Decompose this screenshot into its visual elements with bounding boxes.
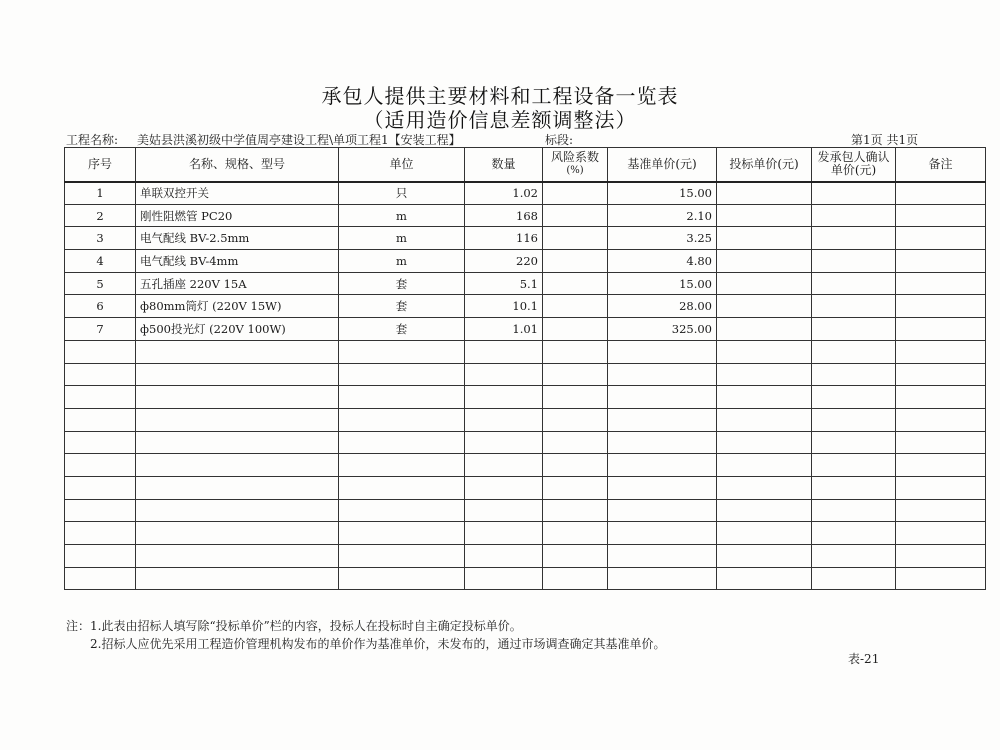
footnote-2: 2.招标人应优先采用工程造价管理机构发布的单价作为基准单价，未发布的，通过市场调查确定其基准单价。 [90,637,666,651]
cell-bid-price [717,408,812,431]
cell-qty [465,386,543,409]
cell-seq [65,431,136,454]
cell-name: ф80mm筒灯 (220V 15W) [136,295,339,318]
cell-confirm-price [812,386,896,409]
table-row-empty [65,522,986,545]
cell-confirm-price [812,431,896,454]
cell-confirm-price [812,318,896,341]
cell-risk [543,363,608,386]
cell-bid-price [717,476,812,499]
cell-name: 电气配线 BV-4mm [136,250,339,273]
table-body [65,182,986,590]
cell-bid-price [717,250,812,273]
cell-confirm-price [812,250,896,273]
cell-unit: m [339,227,465,250]
cell-bid-price [717,386,812,409]
cell-base-price: 2.10 [608,204,717,227]
cell-remark [896,182,986,205]
cell-confirm-price [812,522,896,545]
cell-qty [465,363,543,386]
cell-bid-price [717,204,812,227]
cell-risk [543,545,608,568]
cell-risk [543,386,608,409]
cell-name [136,522,339,545]
cell-confirm-price [812,408,896,431]
cell-remark [896,272,986,295]
cell-confirm-price [812,227,896,250]
cell-remark [896,227,986,250]
cell-base-price: 4.80 [608,250,717,273]
footnote-1: 注：1.此表由招标人填写除“投标单价”栏的内容，投标人在投标时自主确定投标单价。 [66,619,522,633]
cell-base-price [608,386,717,409]
cell-seq [65,454,136,477]
header-risk-line1: 风险系数 [550,150,599,165]
cell-base-price [608,363,717,386]
cell-qty: 10.1 [465,295,543,318]
cell-name [136,476,339,499]
cell-name [136,567,339,590]
table-row [65,250,986,273]
cell-base-price: 325.00 [608,318,717,341]
header-qty: 数量 [465,148,543,182]
cell-unit [339,363,465,386]
cell-bid-price [717,567,812,590]
section-label: 标段: [545,133,574,147]
cell-qty: 5.1 [465,272,543,295]
cell-remark [896,431,986,454]
cell-risk [543,522,608,545]
cell-seq: 5 [65,272,136,295]
header-base-price: 基准单价(元) [608,148,717,182]
footnotes [66,617,665,653]
cell-unit [339,522,465,545]
table-row-empty [65,476,986,499]
cell-qty: 1.01 [465,318,543,341]
cell-remark [896,567,986,590]
cell-bid-price [717,454,812,477]
cell-remark [896,454,986,477]
cell-seq [65,545,136,568]
table-row-empty [65,408,986,431]
cell-base-price [608,522,717,545]
cell-seq [65,363,136,386]
cell-unit [339,454,465,477]
cell-risk [543,318,608,341]
table-row-empty [65,567,986,590]
header-risk [543,148,608,182]
header-name: 名称、规格、型号 [136,148,339,182]
cell-seq: 3 [65,227,136,250]
cell-bid-price [717,182,812,205]
cell-seq [65,476,136,499]
cell-qty [465,567,543,590]
cell-name: 刚性阻燃管 PC20 [136,204,339,227]
cell-seq [65,522,136,545]
cell-confirm-price [812,545,896,568]
cell-unit: 套 [339,272,465,295]
table-row-empty [65,340,986,363]
cell-confirm-price [812,454,896,477]
cell-unit: m [339,204,465,227]
cell-qty [465,499,543,522]
cell-risk [543,476,608,499]
form-code: 表-21 [848,652,880,666]
cell-seq: 7 [65,318,136,341]
cell-remark [896,295,986,318]
cell-remark [896,363,986,386]
table-row [65,204,986,227]
cell-unit [339,567,465,590]
cell-bid-price [717,272,812,295]
document-subtitle: （适用造价信息差额调整法） [363,108,637,132]
cell-name: 五孔插座 220V 15A [136,272,339,295]
cell-name [136,545,339,568]
cell-name [136,386,339,409]
cell-qty [465,522,543,545]
cell-remark [896,204,986,227]
cell-qty [465,476,543,499]
cell-bid-price [717,295,812,318]
cell-confirm-price [812,340,896,363]
cell-qty [465,340,543,363]
cell-unit [339,408,465,431]
header-unit: 单位 [339,148,465,182]
cell-remark [896,545,986,568]
cell-name [136,431,339,454]
table-row [65,182,986,205]
table-row [65,227,986,250]
cell-base-price [608,340,717,363]
header-confirm-line2: 单价(元) [830,163,877,178]
cell-seq [65,499,136,522]
cell-remark [896,386,986,409]
cell-name [136,408,339,431]
table-row [65,272,986,295]
cell-risk [543,272,608,295]
cell-seq: 1 [65,182,136,205]
page-info: 第1页 共1页 [851,133,919,147]
cell-base-price [608,567,717,590]
cell-base-price [608,431,717,454]
cell-risk [543,567,608,590]
cell-base-price [608,545,717,568]
cell-seq [65,567,136,590]
cell-risk [543,431,608,454]
cell-base-price: 15.00 [608,182,717,205]
cell-risk [543,340,608,363]
cell-qty: 168 [465,204,543,227]
cell-base-price: 28.00 [608,295,717,318]
cell-qty: 220 [465,250,543,273]
cell-name [136,363,339,386]
cell-name: 单联双控开关 [136,182,339,205]
cell-risk [543,227,608,250]
cell-bid-price [717,363,812,386]
cell-qty [465,545,543,568]
header-bid-price: 投标单价(元) [717,148,812,182]
cell-seq: 4 [65,250,136,273]
cell-base-price: 15.00 [608,272,717,295]
cell-base-price: 3.25 [608,227,717,250]
project-name-value: 美姑县洪溪初级中学值周亭建设工程\单项工程1【安装工程】 [137,133,461,147]
cell-bid-price [717,227,812,250]
cell-unit: 套 [339,318,465,341]
cell-unit [339,476,465,499]
cell-remark [896,499,986,522]
cell-risk [543,499,608,522]
cell-remark [896,340,986,363]
cell-qty [465,431,543,454]
cell-bid-price [717,318,812,341]
cell-confirm-price [812,476,896,499]
header-confirm-price [812,148,896,182]
cell-confirm-price [812,363,896,386]
cell-name: 电气配线 BV-2.5mm [136,227,339,250]
cell-bid-price [717,522,812,545]
cell-risk [543,454,608,477]
materials-table [64,147,986,590]
cell-remark [896,408,986,431]
cell-base-price [608,476,717,499]
cell-remark [896,318,986,341]
cell-risk [543,408,608,431]
table-row-empty [65,386,986,409]
cell-unit: 只 [339,182,465,205]
cell-qty [465,454,543,477]
table-row-empty [65,499,986,522]
cell-unit [339,431,465,454]
cell-base-price [608,499,717,522]
cell-name [136,454,339,477]
cell-risk [543,204,608,227]
cell-unit [339,499,465,522]
cell-seq [65,340,136,363]
cell-unit [339,386,465,409]
cell-name [136,340,339,363]
header-seq: 序号 [65,148,136,182]
table-row-empty [65,545,986,568]
table-row-empty [65,431,986,454]
cell-name: ф500投光灯 (220V 100W) [136,318,339,341]
cell-unit [339,340,465,363]
cell-risk [543,295,608,318]
table-row [65,318,986,341]
cell-unit: 套 [339,295,465,318]
cell-seq [65,408,136,431]
cell-confirm-price [812,182,896,205]
cell-base-price [608,454,717,477]
cell-remark [896,522,986,545]
cell-confirm-price [812,295,896,318]
cell-bid-price [717,545,812,568]
cell-name [136,499,339,522]
cell-unit [339,545,465,568]
cell-bid-price [717,431,812,454]
cell-confirm-price [812,499,896,522]
cell-qty: 1.02 [465,182,543,205]
cell-unit: m [339,250,465,273]
cell-qty: 116 [465,227,543,250]
cell-confirm-price [812,204,896,227]
cell-confirm-price [812,567,896,590]
table-row [65,295,986,318]
table-row-empty [65,454,986,477]
cell-seq: 2 [65,204,136,227]
header-risk-line2: (%) [566,165,584,177]
project-name-label: 工程名称: [66,133,119,147]
document-title: 承包人提供主要材料和工程设备一览表 [321,84,679,108]
cell-remark [896,476,986,499]
cell-base-price [608,408,717,431]
cell-risk [543,250,608,273]
cell-risk [543,182,608,205]
cell-bid-price [717,340,812,363]
cell-qty [465,408,543,431]
cell-bid-price [717,499,812,522]
table-header-row [65,148,986,182]
header-remark: 备注 [896,148,986,182]
header-confirm-line1: 发承包人确认 [817,150,890,165]
cell-remark [896,250,986,273]
table-row-empty [65,363,986,386]
cell-seq: 6 [65,295,136,318]
cell-confirm-price [812,272,896,295]
cell-seq [65,386,136,409]
